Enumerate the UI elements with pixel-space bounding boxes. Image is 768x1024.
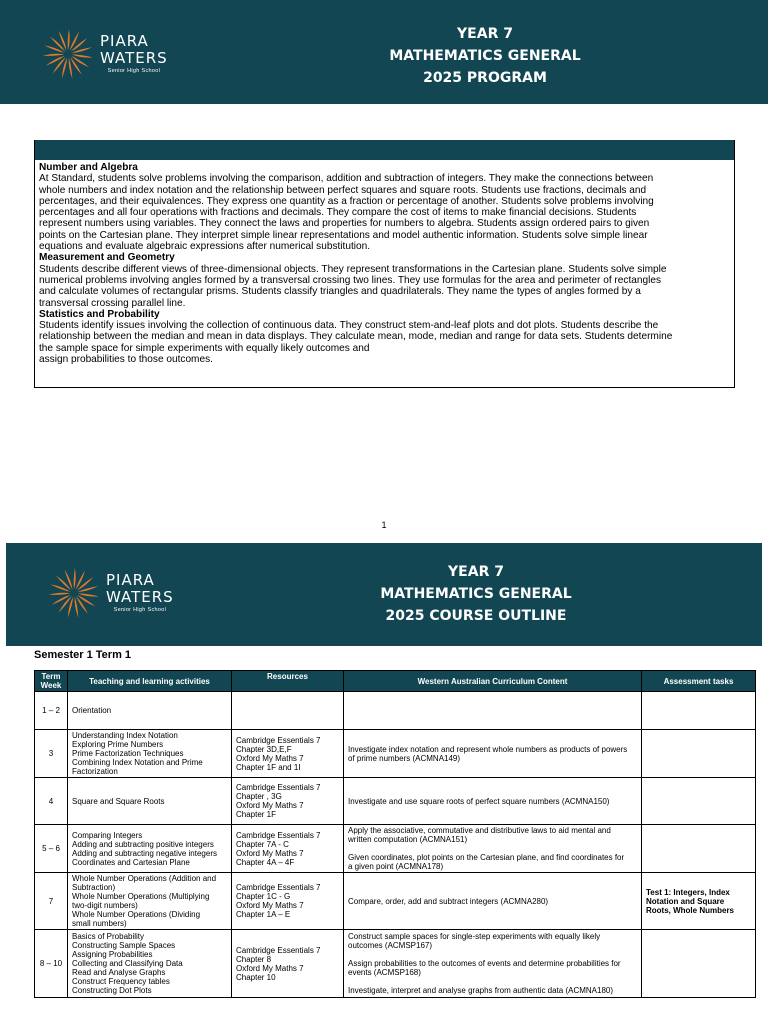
activities-cell [68,778,232,825]
cell-line: Adding and subtracting negative integers [72,848,217,858]
assessment-cell [642,825,756,873]
sunburst-logo-icon [40,26,96,82]
school-logo [46,565,174,621]
cell-line: Apply the associative, commutative and distributive laws to aid mental and [348,826,611,835]
program-header [0,0,768,104]
cell-line: Cambridge Essentials 7 [236,945,321,955]
logo-line-piara: PIARA [100,31,149,50]
school-logo [40,26,168,82]
cell-line: small numbers) [72,919,127,928]
summary-text-line: percentages and all four operations with fractions and decimals. They compare the cost of items to make financial decisions. Students [39,207,637,219]
summary-text-line: whole numbers and index notation and the relationship between perfect squares and square roots. Students use fractions, decimals and [39,184,647,196]
title-line: 2025 PROGRAM [423,70,547,86]
summary-text-line: transversal crossing parallel line. [39,297,186,309]
cell-line [348,950,637,959]
activities-cell [68,730,232,778]
cell-line: Chapter 1F [236,810,277,819]
cell-line: Compare, order, add and subtract integers (ACMNA280) [348,896,549,906]
cell-line: Oxford My Maths 7 [236,801,304,810]
header-assessment: Assessment tasks [642,671,756,692]
curriculum-cell [344,825,642,873]
activities-cell [68,825,232,873]
cell-line: Chapter 1C - G [236,892,291,901]
table-row [35,873,756,930]
assessment-cell [642,730,756,778]
cell-line: Orientation [72,706,112,715]
week-cell: 4 [35,778,68,825]
title-line: YEAR 7 [448,564,504,580]
page-number: 1 [381,520,387,530]
summary-text-line: points on the Cartesian plane. They interpret simple linear representations and model authentic information. Students solve simple linear [39,229,648,241]
logo-line-waters: WATERS [106,587,174,606]
cell-line: Exploring Prime Numbers [72,740,164,749]
cell-line: Cambridge Essentials 7 [236,735,321,745]
cell-line: Chapter 1A – E [236,910,291,919]
assessment-cell [642,930,756,998]
summary-text-line: Students identify issues involving the collection of continuous data. They construct stem-and-leaf plots and dot plots. Students describe the [39,320,659,332]
header-activities: Teaching and learning activities [68,671,232,692]
cell-line: Constructing Sample Spaces [72,941,176,950]
cell-line: Basics of Probability [72,932,145,941]
cell-line: Investigate and use square roots of perfect square numbers (ACMNA150) [348,796,610,806]
cell-line: Read and Analyse Graphs [72,968,166,977]
cell-line: Square and Square Roots [72,796,165,806]
cell-line: Oxford My Maths 7 [236,848,304,858]
cell-line: two-digit numbers) [72,901,138,910]
cell-line: Chapter 8 [236,954,272,964]
curriculum-cell [344,930,642,998]
cell-line: Cambridge Essentials 7 [236,883,321,892]
summary-content [35,160,734,367]
cell-line: Assigning Probabilities [72,950,153,959]
cell-line: Factorization [72,767,118,776]
cell-line: Collecting and Classifying Data [72,959,183,968]
summary-text-line: Students describe different views of three-dimensional objects. They represent transformations in the Cartesian plane. Students solve simple [39,263,667,275]
cell-line: Given coordinates, plot points on the Cartesian plane, and find coordinates for [348,853,625,862]
table-row [35,825,756,873]
cell-line: Chapter 7A - C [236,839,289,849]
summary-header-bar [35,140,734,160]
summary-text-line: At Standard, students solve problems involving the comparison, addition and subtraction of integers. They make the connections between [39,173,654,185]
sunburst-logo-icon [46,565,102,621]
cell-line: Whole Number Operations (Addition and [72,874,217,883]
cell-line: Whole Number Operations (Multiplying [72,892,210,901]
cell-line: a given point (ACMNA178) [348,862,444,871]
cell-line: Assign probabilities to the outcomes of events and determine probabilities for [348,959,621,968]
logo-text [100,31,168,75]
logo-text [106,570,174,614]
cell-line: outcomes (ACMSP167) [348,941,433,950]
title-line: MATHEMATICS GENERAL [389,48,581,64]
cell-line: Investigate index notation and represent whole numbers as products of powers [348,744,628,754]
assessment-cell: Test 1: Integers, Index Notation and Square Roots, Whole Numbers [642,873,756,930]
table-row [35,778,756,825]
summary-text-line: numerical problems involving angles formed by a transversal crossing two lines. They use formulas for the area and perimeter of rectangles [39,274,661,286]
title-line: MATHEMATICS GENERAL [380,586,572,602]
logo-line-subtitle: Senior High School [107,67,161,74]
cell-line: Whole Number Operations (Dividing [72,910,201,919]
cell-line: Investigate, interpret and analyse graphs from authentic data (ACMNA180) [348,986,614,995]
cell-line: Oxford My Maths 7 [236,963,304,973]
summary-text-line: the sample space for simple experiments with equally likely outcomes and [39,342,370,354]
logo-line-piara: PIARA [106,570,155,589]
resources-cell [232,930,344,998]
resources-cell [232,692,344,730]
cell-line: Construct sample spaces for single-step experiments with equally likely [348,932,601,941]
cell-line: events (ACMSP168) [348,968,421,977]
summary-section-heading: Number and Algebra [39,162,138,173]
week-cell: 1 – 2 [35,692,68,730]
cell-line: Comparing Integers [72,830,143,840]
cell-line: Oxford My Maths 7 [236,753,304,763]
cell-line: Chapter 3D,E,F [236,744,292,754]
table-row [35,692,756,730]
cell-line: Chapter 4A – 4F [236,857,295,867]
cell-line: of prime numbers (ACMNA149) [348,753,461,763]
cell-line: Cambridge Essentials 7 [236,783,321,792]
cell-line: Chapter 1F and 1I [236,762,301,772]
summary-text-line: represent numbers using variables. They connect the laws and properties for numbers to algebra. Students assign ordered pairs to given [39,218,650,230]
cell-line: Chapter , 3G [236,792,282,801]
achievement-standard-box [34,140,735,388]
week-cell: 7 [35,873,68,930]
cell-line: Prime Factorization Techniques [72,749,184,758]
resources-cell [232,825,344,873]
table-header-row [35,671,756,692]
resources-cell [232,873,344,930]
week-cell: 3 [35,730,68,778]
logo-line-waters: WATERS [100,48,168,67]
cell-line: written computation (ACMNA151) [348,835,468,844]
week-cell: 5 – 6 [35,825,68,873]
program-title [340,23,630,89]
summary-text-line: equations and evaluate algebraic expressions after numerical substitution. [39,241,371,253]
header-curriculum: Western Australian Curriculum Content [344,671,642,692]
activities-cell [68,873,232,930]
title-line: YEAR 7 [457,26,513,42]
curriculum-cell [344,873,642,930]
header-resources: Resources [232,671,344,692]
course-outline-table [34,670,756,998]
logo-line-subtitle: Senior High School [113,606,167,613]
curriculum-cell [344,778,642,825]
curriculum-cell [344,730,642,778]
cell-line: Chapter 10 [236,972,276,982]
cell-line: Oxford My Maths 7 [236,901,304,910]
table-row [35,930,756,998]
cell-line: Combining Index Notation and Prime [72,758,203,767]
summary-text-line: relationship between the median and mean in data displays. They calculate mean, mode, median and range for data sets. Students determine [39,331,673,343]
assessment-cell [642,692,756,730]
week-cell: 8 – 10 [35,930,68,998]
summary-section-heading: Measurement and Geometry [39,252,175,264]
cell-line: Cambridge Essentials 7 [236,830,321,840]
summary-text-line: and calculate volumes of rectangular prisms. Students classify triangles and quadrilaterals. They name the types of angles formed by a [39,286,641,298]
cell-line: Adding and subtracting positive integers [72,839,214,849]
summary-text-line: percentages, and their equivalences. They express one quantity as a fraction or percentage of another. Students solve problems involving [39,195,654,207]
table-row [35,730,756,778]
semester-label: Semester 1 Term 1 [34,649,132,661]
cell-line [348,977,637,986]
activities-cell [68,692,232,730]
title-line: 2025 COURSE OUTLINE [385,608,567,624]
cell-line: Constructing Dot Plots [72,986,152,995]
course-table-body [35,692,756,998]
cell-line: Understanding Index Notation [72,731,178,740]
cell-line: Construct Frequency tables [72,977,170,986]
header-term-week: Term Week [35,671,68,692]
resources-cell [232,778,344,825]
summary-section-heading: Statistics and Probability [39,308,160,320]
cell-line: Coordinates and Cartesian Plane [72,857,190,867]
resources-cell [232,730,344,778]
activities-cell [68,930,232,998]
curriculum-cell [344,692,642,730]
cell-line [348,844,637,853]
assessment-cell [642,778,756,825]
course-outline-title [336,561,616,627]
summary-text-line: assign probabilities to those outcomes. [39,354,213,366]
cell-line: Subtraction) [72,883,116,892]
